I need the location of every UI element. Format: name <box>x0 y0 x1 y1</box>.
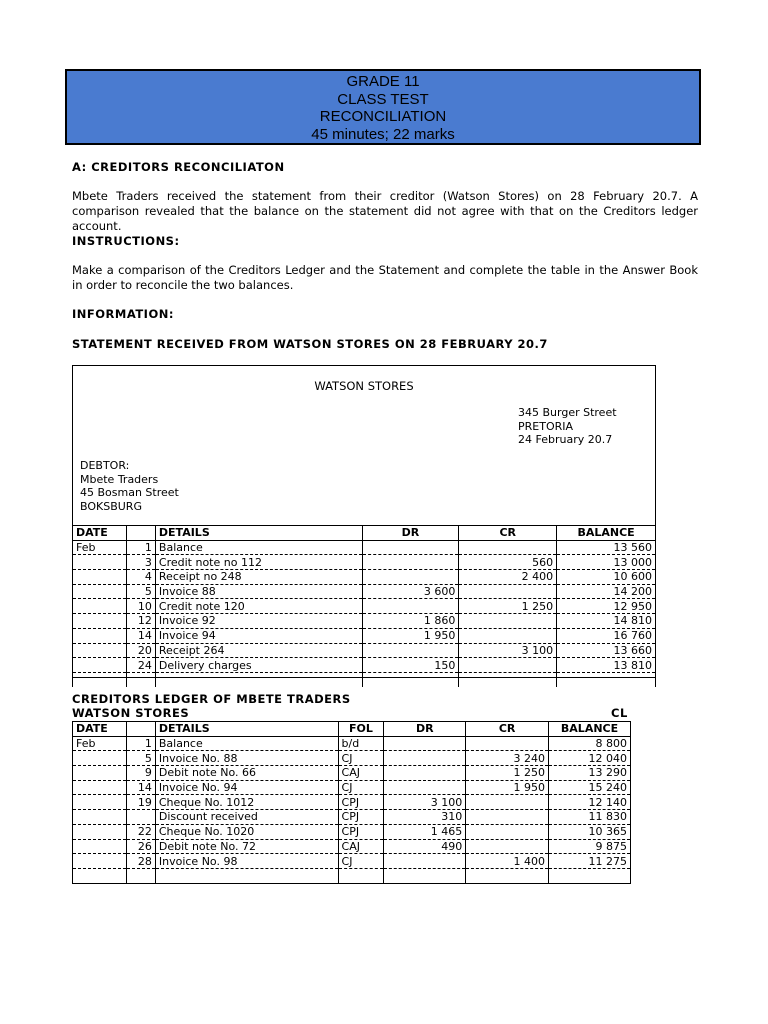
statement-cell: 14 810 <box>557 614 656 629</box>
ledger-cell <box>155 868 338 883</box>
statement-row <box>73 599 656 614</box>
ledger-cell <box>73 751 127 766</box>
ledger-cell: Debit note No. 66 <box>155 766 338 781</box>
address-street: 345 Burger Street <box>518 406 617 419</box>
statement-cell <box>459 614 557 629</box>
ledger-cell <box>466 795 549 810</box>
ledger-cell <box>73 824 127 839</box>
ledger-cell <box>466 839 549 854</box>
col-balance: BALANCE <box>557 526 656 541</box>
ledger-cell: 26 <box>126 839 155 854</box>
ledger-cell: CPJ <box>338 795 384 810</box>
title-topic: RECONCILIATION <box>319 108 447 125</box>
ledger-cell <box>126 810 155 825</box>
information-heading: INFORMATION: <box>72 307 174 321</box>
col-day <box>126 526 155 541</box>
ledger-cell <box>73 868 127 883</box>
statement-cell <box>73 672 127 686</box>
ledger-cell <box>338 868 384 883</box>
ledger-cell: CJ <box>338 751 384 766</box>
ledger-cell: CAJ <box>338 766 384 781</box>
ledger-cell: 1 950 <box>466 780 549 795</box>
ledger-row <box>73 824 631 839</box>
statement-cell: 14 <box>126 628 155 643</box>
statement-cell: Delivery charges <box>155 658 362 673</box>
ledger-row <box>73 751 631 766</box>
statement-cell: 10 <box>126 599 155 614</box>
ledger-account-code: CL <box>611 706 628 720</box>
statement-cell: 13 000 <box>557 555 656 570</box>
ledger-row <box>73 795 631 810</box>
ledger-cell <box>549 868 631 883</box>
ledger-account-name: WATSON STORES <box>72 706 190 720</box>
ledger-col-fol: FOL <box>338 722 384 737</box>
ledger-cell <box>384 868 466 883</box>
statement-cell <box>362 643 459 658</box>
col-date: DATE <box>73 526 127 541</box>
statement-row <box>73 555 656 570</box>
intro-paragraph: Mbete Traders received the statement from their creditor (Watson Stores) on 28 February 20.7. A comparison revealed that the balance on the statement did not agree with that on the Creditors ledger account. <box>72 189 698 233</box>
ledger-cell: Invoice No. 88 <box>155 751 338 766</box>
statement-cell <box>459 628 557 643</box>
statement-cell: 24 <box>126 658 155 673</box>
statement-cell: Receipt 264 <box>155 643 362 658</box>
statement-row <box>73 570 656 585</box>
statement-cell <box>459 658 557 673</box>
statement-cell <box>459 672 557 686</box>
section-a-heading: A: CREDITORS RECONCILIATON <box>72 160 285 174</box>
col-dr: DR <box>362 526 459 541</box>
statement-cell: Invoice 88 <box>155 584 362 599</box>
statement-cell <box>73 599 127 614</box>
ledger-cell <box>384 751 466 766</box>
statement-cell: Feb <box>73 540 127 555</box>
ledger-cell: Invoice No. 98 <box>155 854 338 869</box>
ledger-cell: 490 <box>384 839 466 854</box>
ledger-row <box>73 854 631 869</box>
statement-cell: 1 <box>126 540 155 555</box>
ledger-cell <box>466 868 549 883</box>
statement-cell: 5 <box>126 584 155 599</box>
instructions-heading: INSTRUCTIONS: <box>72 234 180 248</box>
ledger-cell: Cheque No. 1020 <box>155 824 338 839</box>
statement-row <box>73 672 656 686</box>
ledger-cell: 22 <box>126 824 155 839</box>
statement-cell: 20 <box>126 643 155 658</box>
statement-document <box>72 365 656 678</box>
ledger-cell: 1 <box>126 736 155 751</box>
statement-cell: 4 <box>126 570 155 585</box>
ledger-cell: 9 <box>126 766 155 781</box>
ledger-cell: 1 400 <box>466 854 549 869</box>
debtor-label: DEBTOR: <box>80 459 130 472</box>
statement-cell <box>362 555 459 570</box>
title-banner <box>65 69 701 145</box>
ledger-row <box>73 766 631 781</box>
statement-cell: 12 950 <box>557 599 656 614</box>
statement-cell <box>459 540 557 555</box>
ledger-cell <box>384 780 466 795</box>
ledger-cell: Invoice No. 94 <box>155 780 338 795</box>
ledger-cell: CJ <box>338 854 384 869</box>
statement-cell: 560 <box>459 555 557 570</box>
ledger-cell: 8 800 <box>549 736 631 751</box>
statement-row <box>73 643 656 658</box>
statement-cell: 13 660 <box>557 643 656 658</box>
statement-cell: 13 810 <box>557 658 656 673</box>
statement-cell: 1 860 <box>362 614 459 629</box>
statement-row <box>73 658 656 673</box>
statement-cell <box>362 570 459 585</box>
statement-company: WATSON STORES <box>314 379 414 393</box>
instructions-paragraph: Make a comparison of the Creditors Ledger and the Statement and complete the table in the Answer Book in order to reconcile the two balances. <box>72 263 698 292</box>
ledger-col-cr: CR <box>466 722 549 737</box>
statement-address <box>518 406 617 447</box>
statement-cell: Invoice 94 <box>155 628 362 643</box>
ledger-cell <box>466 736 549 751</box>
ledger-cell: 12 140 <box>549 795 631 810</box>
statement-cell: Credit note no 112 <box>155 555 362 570</box>
ledger-cell: 14 <box>126 780 155 795</box>
ledger-cell: Balance <box>155 736 338 751</box>
statement-row <box>73 614 656 629</box>
address-city: PRETORIA <box>518 419 574 433</box>
statement-cell <box>73 614 127 629</box>
col-details: DETAILS <box>155 526 362 541</box>
ledger-cell: 1 250 <box>466 766 549 781</box>
statement-cell <box>557 672 656 686</box>
statement-heading: STATEMENT RECEIVED FROM WATSON STORES ON 28 FEBRUARY 20.7 <box>72 337 548 351</box>
statement-cell <box>73 628 127 643</box>
statement-cell <box>73 584 127 599</box>
ledger-cell: 15 240 <box>549 780 631 795</box>
statement-cell: 150 <box>362 658 459 673</box>
statement-cell: 2 400 <box>459 570 557 585</box>
ledger-cell <box>466 810 549 825</box>
ledger-cell: 5 <box>126 751 155 766</box>
statement-row <box>73 628 656 643</box>
ledger-cell: 13 290 <box>549 766 631 781</box>
ledger-cell <box>73 854 127 869</box>
statement-row <box>73 584 656 599</box>
ledger-cell: Discount received <box>155 810 338 825</box>
ledger-row <box>73 736 631 751</box>
ledger-cell: 28 <box>126 854 155 869</box>
statement-cell: 3 600 <box>362 584 459 599</box>
ledger-cell <box>126 868 155 883</box>
ledger-cell: CPJ <box>338 824 384 839</box>
ledger-header-row <box>73 722 631 737</box>
statement-cell: Receipt no 248 <box>155 570 362 585</box>
statement-cell <box>155 672 362 686</box>
ledger-cell: 11 830 <box>549 810 631 825</box>
ledger-cell: 1 465 <box>384 824 466 839</box>
ledger-cell <box>73 839 127 854</box>
ledger-cell: b/d <box>338 736 384 751</box>
col-cr: CR <box>459 526 557 541</box>
ledger-cell: CAJ <box>338 839 384 854</box>
statement-cell: 12 <box>126 614 155 629</box>
statement-cell <box>73 643 127 658</box>
statement-cell <box>73 555 127 570</box>
ledger-cell <box>384 854 466 869</box>
debtor-street: 45 Bosman Street <box>80 486 179 499</box>
debtor-name: Mbete Traders <box>80 472 159 486</box>
statement-cell <box>362 540 459 555</box>
ledger-col-date: DATE <box>73 722 127 737</box>
statement-row <box>73 540 656 555</box>
ledger-cell: 3 240 <box>466 751 549 766</box>
statement-header-row <box>73 526 656 541</box>
ledger-cell: 10 365 <box>549 824 631 839</box>
ledger-col-details: DETAILS <box>155 722 338 737</box>
ledger-cell <box>466 824 549 839</box>
statement-cell: 1 950 <box>362 628 459 643</box>
ledger-row <box>73 868 631 883</box>
statement-cell: 16 760 <box>557 628 656 643</box>
ledger-col-dr: DR <box>384 722 466 737</box>
ledger-row <box>73 839 631 854</box>
ledger-cell: 310 <box>384 810 466 825</box>
statement-cell: Invoice 92 <box>155 614 362 629</box>
ledger-col-day <box>126 722 155 737</box>
ledger-cell: Feb <box>73 736 127 751</box>
statement-cell <box>73 658 127 673</box>
title-test: CLASS TEST <box>337 90 429 108</box>
ledger-cell: 11 275 <box>549 854 631 869</box>
ledger-row <box>73 780 631 795</box>
ledger-cell <box>384 736 466 751</box>
ledger-cell <box>384 766 466 781</box>
ledger-cell: Debit note No. 72 <box>155 839 338 854</box>
statement-cell: Credit note 120 <box>155 599 362 614</box>
ledger-cell: 3 100 <box>384 795 466 810</box>
statement-cell <box>459 584 557 599</box>
debtor-city: BOKSBURG <box>80 499 142 513</box>
ledger-cell: 19 <box>126 795 155 810</box>
statement-cell <box>126 672 155 686</box>
ledger-heading: CREDITORS LEDGER OF MBETE TRADERS <box>72 692 351 706</box>
statement-cell <box>362 599 459 614</box>
ledger-cell: 12 040 <box>549 751 631 766</box>
ledger-cell: CJ <box>338 780 384 795</box>
title-grade: GRADE 11 <box>346 73 420 90</box>
ledger-cell: CPJ <box>338 810 384 825</box>
statement-cell: 10 600 <box>557 570 656 585</box>
ledger-cell <box>73 766 127 781</box>
ledger-col-balance: BALANCE <box>549 722 631 737</box>
ledger-cell <box>73 810 127 825</box>
ledger-row <box>73 810 631 825</box>
ledger-cell <box>73 780 127 795</box>
ledger-cell: 9 875 <box>549 839 631 854</box>
statement-cell <box>73 570 127 585</box>
statement-cell: 14 200 <box>557 584 656 599</box>
statement-cell: 3 <box>126 555 155 570</box>
statement-debtor <box>80 459 179 513</box>
address-date: 24 February 20.7 <box>518 433 613 446</box>
statement-cell: Balance <box>155 540 362 555</box>
statement-cell: 13 560 <box>557 540 656 555</box>
statement-cell: 3 100 <box>459 643 557 658</box>
title-time-marks: 45 minutes; 22 marks <box>311 125 455 143</box>
statement-cell: 1 250 <box>459 599 557 614</box>
ledger-cell <box>73 795 127 810</box>
ledger-table <box>72 721 631 884</box>
statement-cell <box>362 672 459 686</box>
ledger-cell: Cheque No. 1012 <box>155 795 338 810</box>
statement-table <box>72 525 656 687</box>
